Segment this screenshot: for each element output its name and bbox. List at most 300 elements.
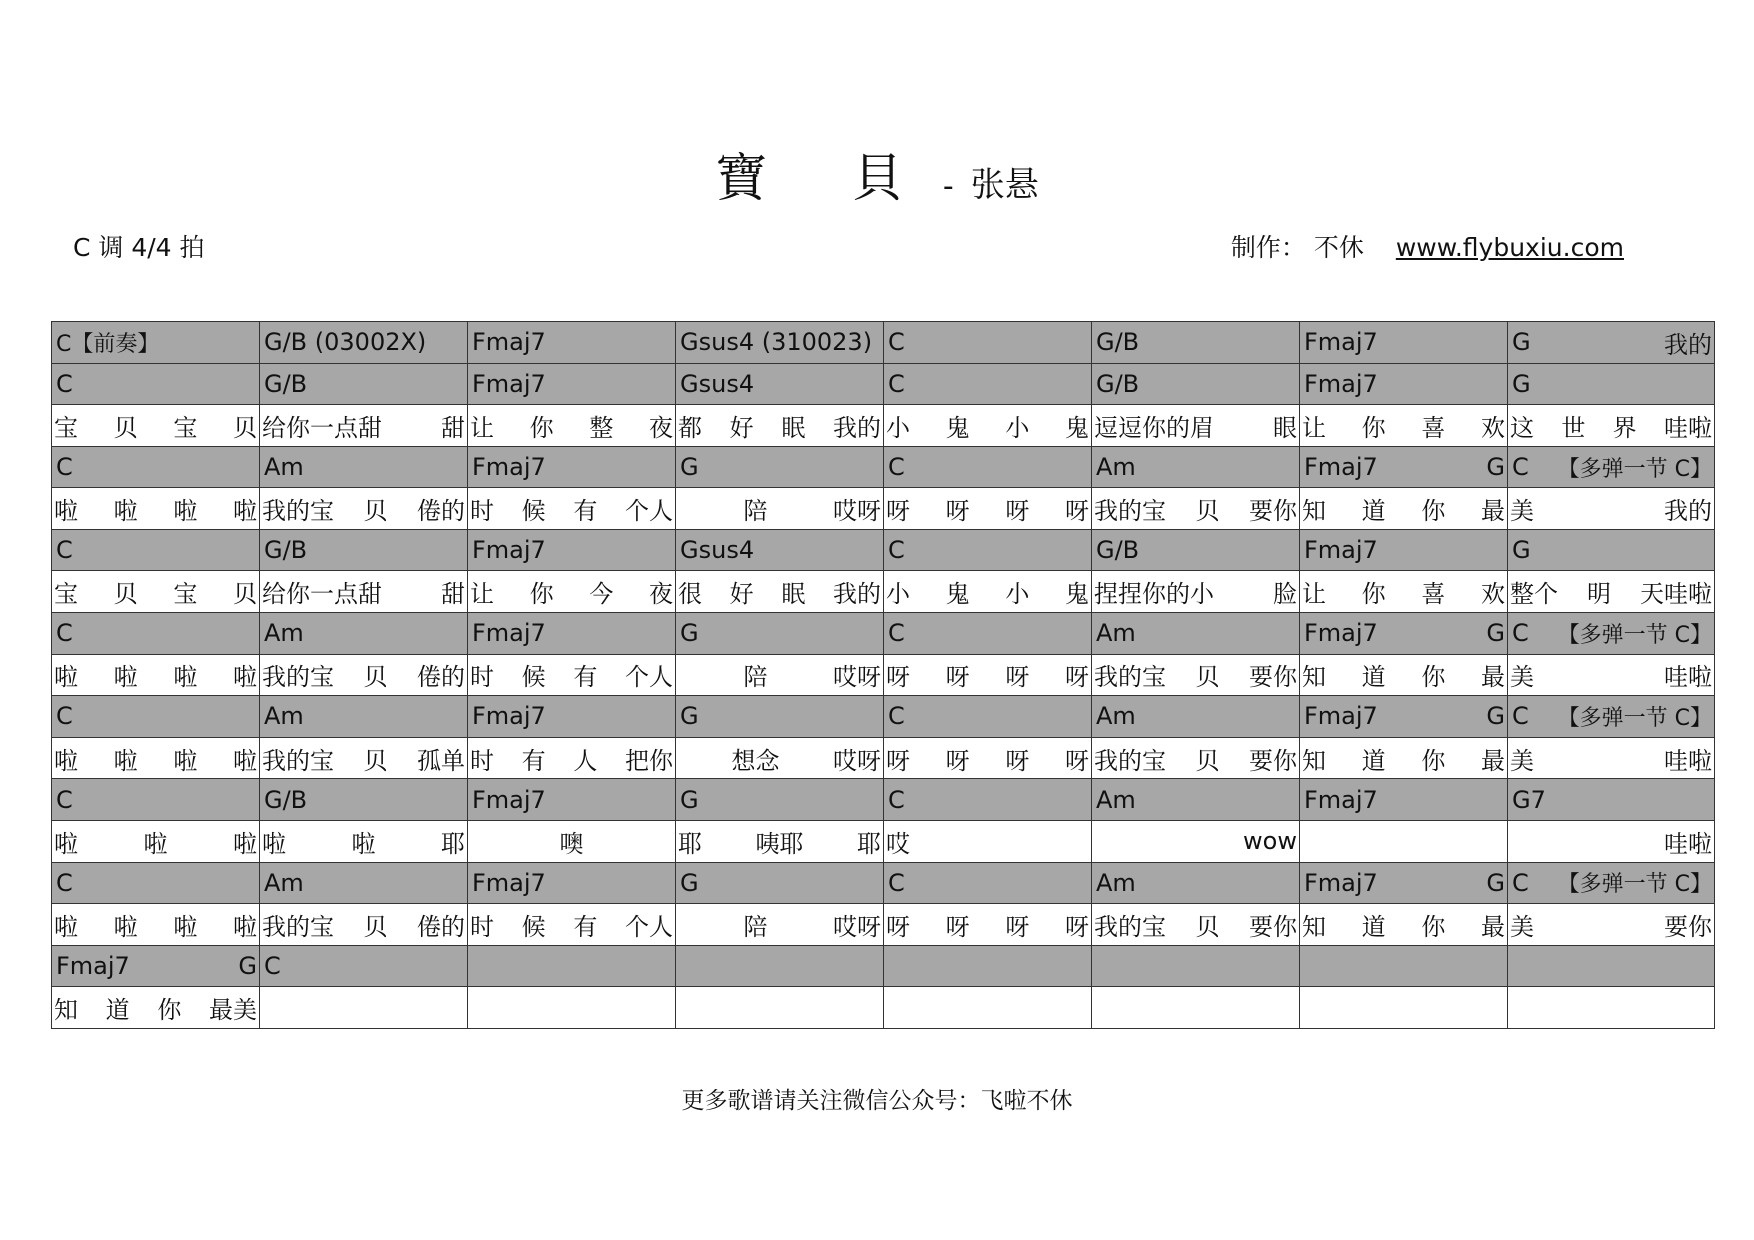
chord-symbol: C: [1512, 453, 1529, 482]
lyric-text: 宝: [173, 580, 198, 609]
lyric-cell: [52, 987, 260, 1029]
chord-row: [52, 322, 1715, 364]
lyric-cell: [260, 654, 468, 696]
cell-content: [54, 696, 259, 737]
lyric-text: 给你一点甜: [262, 580, 382, 609]
cell-content: [1508, 738, 1714, 779]
lyric-cell: [52, 488, 260, 530]
chord-symbol: Am: [264, 702, 304, 731]
lyric-cell: [468, 405, 676, 447]
chord-row: [52, 363, 1715, 405]
cell-content: [886, 447, 1091, 488]
lyric-cell: [676, 571, 884, 613]
lyric-text: 啦: [54, 497, 78, 526]
lyric-cell: [1508, 737, 1715, 779]
cell-content: [678, 322, 883, 363]
chord-cell: [52, 613, 260, 655]
cell-content: [886, 946, 1091, 987]
lyric-text: 知: [1302, 746, 1326, 775]
chord-symbol: Fmaj7: [1304, 619, 1378, 648]
lyric-cell: [676, 654, 884, 696]
cell-content: [884, 738, 1091, 779]
chord-symbol: C: [56, 702, 73, 731]
lyric-text: 贝: [363, 912, 388, 941]
chord-cell: [1300, 322, 1508, 364]
chord-cell: [1300, 446, 1508, 488]
lyric-cell: [1092, 987, 1300, 1029]
cell-content: [54, 779, 259, 820]
lyric-text: 道: [1361, 746, 1386, 775]
cell-content: [1300, 488, 1507, 529]
key-info: C 调 4/4 拍: [73, 233, 205, 262]
cell-content: [1302, 946, 1507, 987]
lyric-text: 呀: [945, 912, 970, 941]
lyric-text: 知: [54, 996, 78, 1025]
chord-cell: [468, 322, 676, 364]
chord-symbol: Am: [264, 619, 304, 648]
lyric-text: 有: [573, 663, 598, 692]
cell-content: [1092, 821, 1299, 862]
lyric-text: 啦: [54, 829, 78, 858]
cell-content: [54, 946, 259, 987]
cell-content: [262, 696, 467, 737]
chord-symbol: Fmaj7: [472, 328, 546, 357]
cell-content: [1302, 322, 1507, 363]
website-link[interactable]: www.flybuxiu.com: [1395, 233, 1624, 262]
lyric-text: 很: [678, 580, 702, 609]
chord-symbol: C: [1512, 619, 1529, 648]
lyric-cell: [260, 987, 468, 1029]
lyric-text: 贝: [1195, 746, 1220, 775]
lyric-text: 倦的: [417, 663, 465, 692]
cell-content: [1302, 447, 1507, 488]
cell-content: [676, 571, 883, 612]
chord-symbol: G/B: [1096, 536, 1140, 565]
cell-content: [1094, 447, 1299, 488]
chord-cell: [1508, 446, 1715, 488]
song-title: [0, 136, 1754, 211]
chord-cell: [468, 779, 676, 821]
lyric-text: 道: [105, 996, 130, 1025]
lyric-text: 贝: [232, 580, 257, 609]
chord-symbol: Gsus4: [680, 369, 755, 398]
lyric-text: 呀: [1064, 663, 1089, 692]
lyric-text: 甜: [441, 580, 465, 609]
cell-content: [886, 322, 1091, 363]
lyric-text: 呀: [1005, 912, 1030, 941]
lyric-text: 贝: [1195, 497, 1220, 526]
lyric-text: 道: [1361, 663, 1386, 692]
chord-symbol: Fmaj7: [472, 785, 546, 814]
chord-symbol: C: [888, 702, 905, 731]
lyric-text: 小: [886, 580, 910, 609]
lyric-text: 呀: [945, 746, 970, 775]
chord-symbol: Am: [1096, 619, 1136, 648]
chord-cell: [884, 363, 1092, 405]
lyric-text: 哎呀: [833, 497, 881, 526]
chord-cell: [1508, 779, 1715, 821]
lyric-text: 宝: [54, 413, 78, 442]
lyric-row: [52, 488, 1715, 530]
lyric-text: 啦: [232, 912, 257, 941]
cell-content: [1094, 530, 1299, 571]
cell-content: [678, 779, 883, 820]
lyric-cell: [1092, 488, 1300, 530]
chord-symbol: G: [680, 868, 699, 897]
chord-symbol: C: [1512, 868, 1529, 897]
cell-content: [54, 364, 259, 405]
chord-cell: [52, 779, 260, 821]
cell-content: [260, 488, 467, 529]
lyric-text: 哎呀: [833, 912, 881, 941]
lyric-text: 欢: [1480, 413, 1505, 442]
lyric-cell: [1092, 405, 1300, 447]
cell-content: [676, 655, 883, 696]
cell-content: [1510, 447, 1714, 488]
cell-content: [1508, 655, 1714, 696]
chord-cell: [1508, 945, 1715, 987]
cell-content: [1510, 322, 1714, 363]
lyric-text: 个人: [624, 663, 673, 692]
cell-content: [678, 946, 883, 987]
cell-content: [884, 571, 1091, 612]
lyric-text: 呀: [886, 497, 910, 526]
chord-symbol: Fmaj7: [472, 619, 546, 648]
lyric-cell: [1300, 737, 1508, 779]
cell-content: [1092, 987, 1299, 1028]
chord-cell: [52, 696, 260, 738]
cell-content: [260, 821, 467, 862]
cell-content: [1094, 322, 1299, 363]
chord-cell: [1300, 945, 1508, 987]
cell-content: [468, 738, 675, 779]
lyric-cell: [1508, 904, 1715, 946]
lyric-text: 鬼: [945, 580, 970, 609]
lyric-text: 要你: [1249, 912, 1297, 941]
lyric-text: 耶: [441, 829, 465, 858]
cell-content: [884, 655, 1091, 696]
lyric-cell: [468, 488, 676, 530]
lyric-text: 天哇啦: [1640, 580, 1712, 609]
cell-content: [260, 571, 467, 612]
lyric-cell: [260, 488, 468, 530]
cell-content: [884, 904, 1091, 945]
chord-cell: [260, 696, 468, 738]
lyric-text: 好: [729, 413, 754, 442]
cell-content: [1510, 946, 1714, 987]
cell-content: [886, 696, 1091, 737]
chord-cell: [676, 779, 884, 821]
cell-content: [468, 821, 675, 862]
chord-sheet-body: [52, 322, 1715, 1029]
chord-sheet: [51, 321, 1715, 1029]
cell-content: [1508, 904, 1714, 945]
chord-cell: [884, 322, 1092, 364]
lyric-cell: [676, 737, 884, 779]
lyric-text: 贝: [1195, 663, 1220, 692]
lyric-text: 贝: [363, 497, 388, 526]
chord-cell: [52, 446, 260, 488]
lyric-cell: [1300, 488, 1508, 530]
lyric-text: 哎呀: [833, 663, 881, 692]
lyric-text: 小: [1005, 580, 1030, 609]
cell-content: [468, 987, 675, 1028]
lyric-text: 明: [1587, 580, 1611, 609]
cell-content: [54, 863, 259, 904]
chord-symbol: G: [680, 785, 699, 814]
chord-cell: [1092, 779, 1300, 821]
chord-symbol: Fmaj7: [472, 536, 546, 565]
lyric-text: 我的宝: [262, 912, 334, 941]
lyric-text: 最美: [208, 996, 257, 1025]
cell-content: [1510, 863, 1714, 904]
cell-content: [52, 987, 259, 1028]
chord-symbol: C【前奏】: [56, 331, 160, 357]
lyric-cell: [1300, 904, 1508, 946]
chord-cell: [676, 322, 884, 364]
lyric-text: 陪: [743, 497, 768, 526]
cell-content: [886, 863, 1091, 904]
chord-cell: [1092, 945, 1300, 987]
chord-symbol: 我的: [1664, 330, 1712, 359]
cell-content: [1300, 987, 1507, 1028]
lyric-cell: [1300, 571, 1508, 613]
lyric-cell: [1508, 654, 1715, 696]
lyric-row: [52, 405, 1715, 447]
chord-symbol: C: [56, 619, 73, 648]
chord-cell: [676, 945, 884, 987]
lyric-text: 啦: [233, 829, 257, 858]
lyric-cell: [1092, 571, 1300, 613]
chord-symbol: C: [888, 453, 905, 482]
cell-content: [470, 779, 675, 820]
lyric-cell: [1092, 820, 1300, 862]
cell-content: [1092, 738, 1299, 779]
chord-cell: [468, 696, 676, 738]
lyric-text: 这: [1510, 413, 1534, 442]
chord-symbol: G: [1486, 619, 1505, 648]
cell-content: [676, 821, 883, 862]
lyric-text: 你: [1361, 580, 1386, 609]
lyric-text: 你: [1421, 497, 1446, 526]
cell-content: [260, 405, 467, 446]
lyric-text: 鬼: [945, 413, 970, 442]
chord-cell: [1300, 696, 1508, 738]
cell-content: [1300, 571, 1507, 612]
cell-content: [54, 447, 259, 488]
lyric-text: 我的宝: [1094, 912, 1166, 941]
lyric-text: 啦: [113, 912, 138, 941]
chord-cell: [676, 529, 884, 571]
cell-content: [884, 821, 1091, 862]
lyric-text: 个人: [624, 497, 673, 526]
cell-content: [470, 530, 675, 571]
cell-content: [52, 904, 259, 945]
cell-content: [468, 655, 675, 696]
chord-symbol: Am: [1096, 453, 1136, 482]
chord-cell: [260, 529, 468, 571]
chord-row: [52, 945, 1715, 987]
chord-cell: [1092, 529, 1300, 571]
cell-content: [262, 613, 467, 654]
lyric-cell: [676, 488, 884, 530]
chord-symbol: C: [888, 536, 905, 565]
lyric-text: 倦的: [417, 497, 465, 526]
cell-content: [1300, 904, 1507, 945]
cell-content: [262, 447, 467, 488]
cell-content: [54, 613, 259, 654]
cell-content: [262, 530, 467, 571]
cell-content: [470, 946, 675, 987]
chord-cell: [884, 862, 1092, 904]
chord-symbol: Am: [1096, 702, 1136, 731]
chord-cell: [52, 363, 260, 405]
lyric-cell: [468, 571, 676, 613]
lyric-cell: [676, 987, 884, 1029]
lyric-cell: [884, 737, 1092, 779]
lyric-text: 逗逗你的眉: [1094, 413, 1214, 442]
lyric-text: 啦: [54, 663, 78, 692]
lyric-text: 哇啦: [1664, 663, 1712, 692]
lyric-cell: [884, 654, 1092, 696]
chord-symbol: C: [264, 951, 281, 980]
chord-symbol: G: [680, 619, 699, 648]
lyric-text: 啦: [173, 912, 198, 941]
lyric-text: 时: [470, 746, 494, 775]
lyric-cell: [1300, 654, 1508, 696]
cell-content: [1302, 863, 1507, 904]
chord-cell: [1092, 862, 1300, 904]
lyric-text: 眠: [781, 413, 806, 442]
lyric-text: 甜: [441, 413, 465, 442]
chord-symbol: C: [888, 868, 905, 897]
chord-cell: [1508, 322, 1715, 364]
cell-content: [1508, 571, 1714, 612]
lyric-text: 欢: [1480, 580, 1505, 609]
lyric-text: 美: [1510, 497, 1534, 526]
chord-symbol: Fmaj7: [1304, 536, 1378, 565]
chord-symbol: Fmaj7: [56, 951, 130, 980]
lyric-cell: [260, 904, 468, 946]
lyric-text: 我的宝: [262, 746, 334, 775]
chord-symbol: Fmaj7: [1304, 702, 1378, 731]
lyric-text: 知: [1302, 663, 1326, 692]
lyric-cell: [468, 654, 676, 696]
chord-cell: [676, 862, 884, 904]
chord-symbol: Am: [1096, 785, 1136, 814]
chord-cell: [1092, 322, 1300, 364]
lyric-text: 我的: [832, 580, 881, 609]
cell-content: [1094, 779, 1299, 820]
cell-content: [884, 405, 1091, 446]
cell-content: [54, 322, 259, 363]
lyric-text: 道: [1361, 497, 1386, 526]
lyric-text: 小: [886, 413, 910, 442]
cell-content: [886, 530, 1091, 571]
cell-content: [678, 364, 883, 405]
chord-symbol: 【多弹一节 C】: [1557, 622, 1712, 648]
lyric-text: 眠: [781, 580, 806, 609]
lyric-text: 倦的: [417, 912, 465, 941]
lyric-text: 候: [521, 912, 546, 941]
lyric-cell: [468, 904, 676, 946]
cell-content: [676, 738, 883, 779]
chord-cell: [260, 363, 468, 405]
chord-cell: [52, 945, 260, 987]
cell-content: [1302, 613, 1507, 654]
chord-symbol: G: [680, 702, 699, 731]
lyric-cell: [676, 904, 884, 946]
chord-symbol: G: [1512, 369, 1531, 398]
cell-content: [1510, 779, 1714, 820]
chord-symbol: C: [56, 868, 73, 897]
chord-row: [52, 779, 1715, 821]
credit-label: 制作： 不休: [1230, 233, 1364, 262]
chord-cell: [884, 696, 1092, 738]
lyric-text: 有: [573, 497, 598, 526]
chord-cell: [676, 613, 884, 655]
lyric-text: 夜: [648, 580, 673, 609]
lyric-cell: [52, 904, 260, 946]
lyric-text: 呀: [1064, 497, 1089, 526]
cell-content: [1302, 696, 1507, 737]
cell-content: [262, 863, 467, 904]
lyric-cell: [884, 820, 1092, 862]
cell-content: [1302, 779, 1507, 820]
lyric-row: [52, 904, 1715, 946]
cell-content: [1510, 696, 1714, 737]
cell-content: [886, 779, 1091, 820]
cell-content: [262, 322, 467, 363]
lyric-text: 眼: [1273, 413, 1297, 442]
lyric-text: 道: [1361, 912, 1386, 941]
chord-cell: [260, 779, 468, 821]
chord-symbol: G7: [1512, 785, 1546, 814]
lyric-text: 美: [1510, 912, 1534, 941]
lyric-cell: [52, 654, 260, 696]
lyric-text: 耶: [857, 829, 881, 858]
lyric-text: 我的宝: [1094, 663, 1166, 692]
chord-symbol: G/B: [264, 536, 308, 565]
cell-content: [676, 488, 883, 529]
lyric-cell: [260, 405, 468, 447]
lyric-text: 让: [470, 413, 494, 442]
lyric-cell: [884, 488, 1092, 530]
lyric-text: 啦: [351, 829, 376, 858]
title-main: 寶 貝: [715, 149, 938, 209]
chord-symbol: C: [888, 785, 905, 814]
chord-cell: [260, 613, 468, 655]
lyric-text: 知: [1302, 497, 1326, 526]
lyric-cell: [1092, 904, 1300, 946]
lyric-text: 世: [1561, 413, 1586, 442]
lyric-cell: [468, 737, 676, 779]
cell-content: [1300, 821, 1507, 862]
lyric-text: 小: [1005, 413, 1030, 442]
lyric-text: 喜: [1421, 580, 1446, 609]
lyric-text: 把你: [624, 746, 673, 775]
lyric-text: 让: [470, 580, 494, 609]
lyric-cell: [52, 405, 260, 447]
cell-content: [1510, 613, 1714, 654]
lyric-text: 鬼: [1064, 580, 1089, 609]
lyric-text: 都: [678, 413, 702, 442]
lyric-text: 脸: [1273, 580, 1297, 609]
lyric-cell: [884, 987, 1092, 1029]
cell-content: [1092, 571, 1299, 612]
chord-symbol: C: [56, 369, 73, 398]
lyric-text: 呀: [1005, 746, 1030, 775]
